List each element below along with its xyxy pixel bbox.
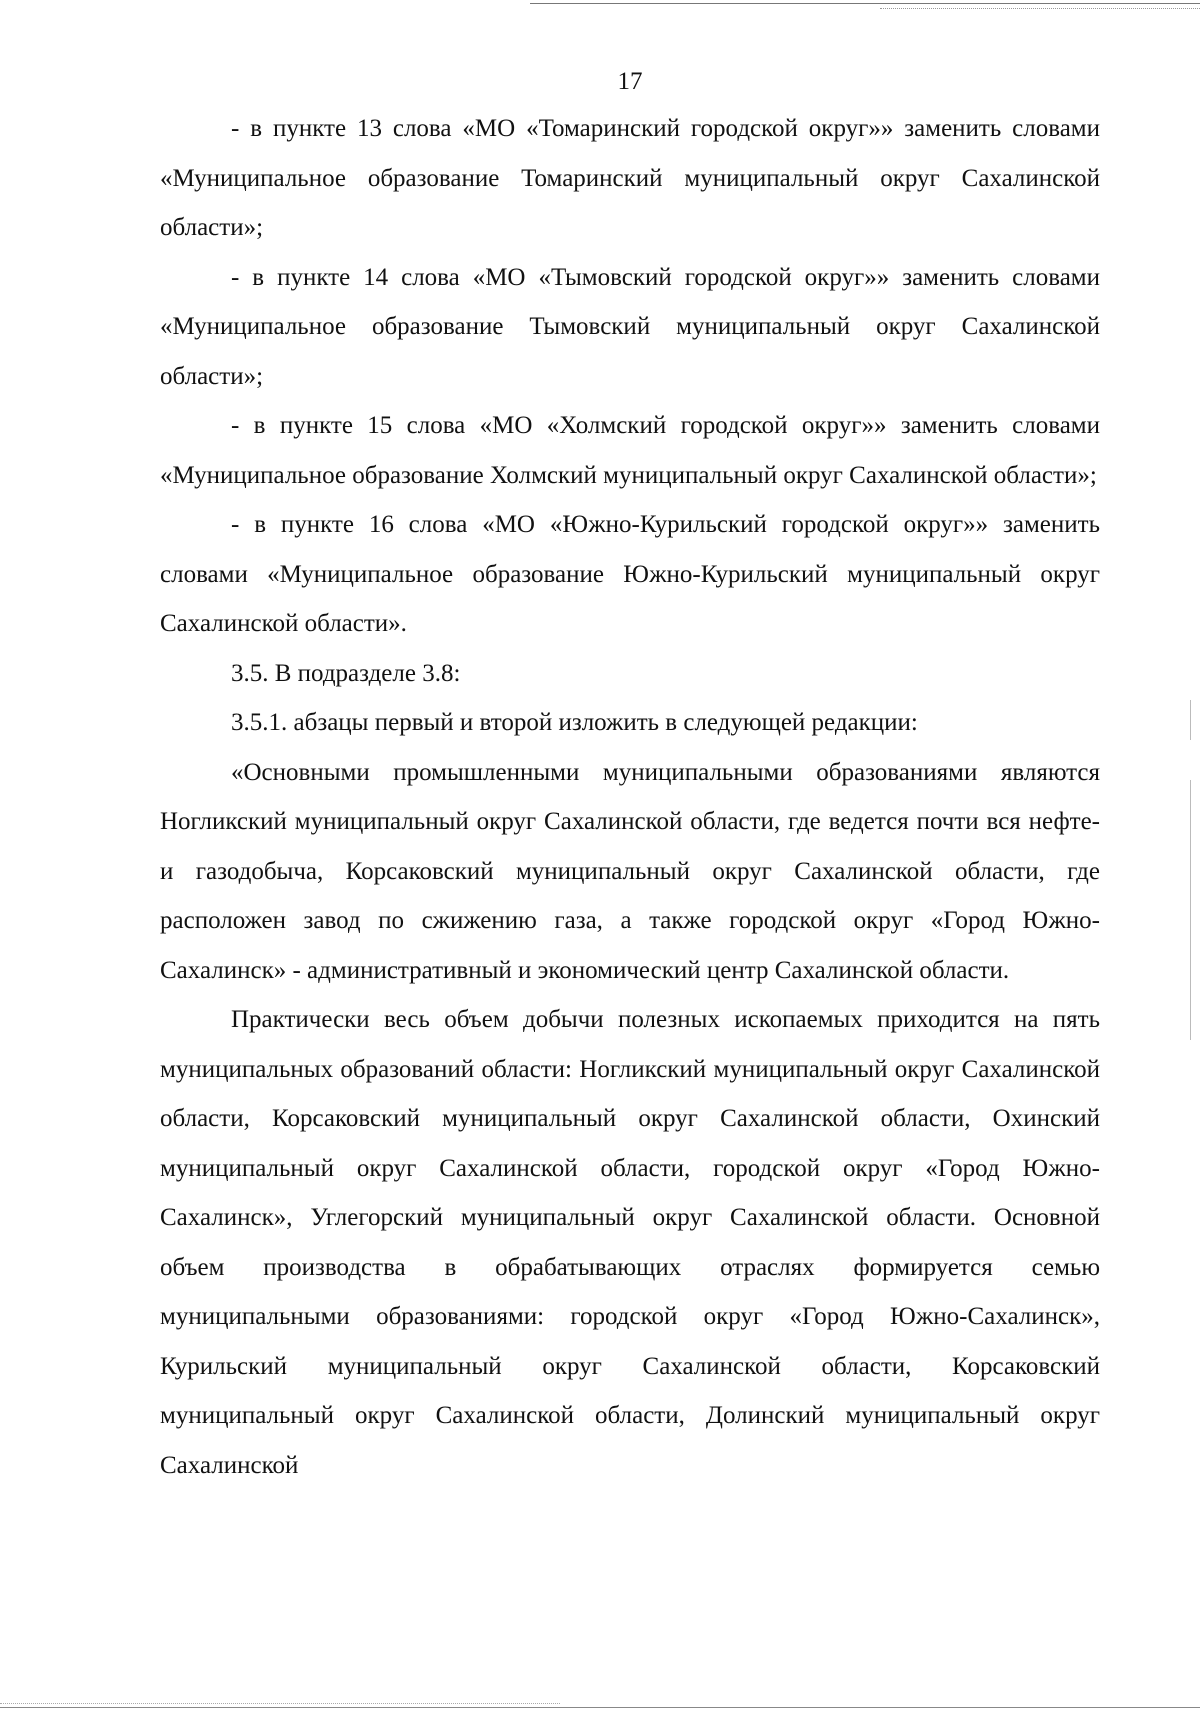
paragraph: - в пункте 16 слова «МО «Южно-Курильский городской округ»» заменить словами «Муниципальное образование Южно-Курильский муниципальный округ Сахалинской области». [160, 511, 1100, 637]
subsection-heading: 3.5.1. абзацы первый и второй изложить в следующей редакции: [231, 709, 918, 736]
scan-bottom-edge-dotted [0, 1703, 560, 1704]
scan-side-mark [1190, 700, 1191, 740]
section-heading: 3.5. В подразделе 3.8: [231, 659, 461, 687]
scan-side-mark [1190, 780, 1191, 1040]
scan-top-edge-dotted [880, 8, 1200, 9]
paragraph: - в пункте 14 слова «МО «Тымовский городской округ»» заменить словами «Муниципальное образование Тымовский муниципальный округ Сахалинской области»; [160, 263, 1100, 390]
paragraph: «Основными промышленными муниципальными образованиями являются Ногликский муниципальный округ Сахалинской области, где ведется почти вся нефте- и газодобыча, Корсаковский муниципальный округ Сахалинской области, где расположен завод по сжижению газа, а также городской округ «Город Южно-Сахалинск» - административный и экономический центр Сахалинской области. [160, 758, 1100, 984]
scan-bottom-edge [0, 1707, 1200, 1708]
paragraph: Практически весь объем добычи полезных ископаемых приходится на пять муниципальных образований области: Ногликский муниципальный округ Сахалинской области, Корсаковский муниципальный округ Сахалинской области, Охинский муниципальный округ Сахалинской области, городской округ «Город Южно-Сахалинск», Углегорский муниципальный округ Сахалинской области. Основной объем производства в обрабатывающих отраслях формируется семью муниципальными образованиями: городской округ «Город Южно-Сахалинск», Курильский муниципальный округ Сахалинской области, Корсаковский муниципальный округ Сахалинской области, Долинский муниципальный округ Сахалинской [160, 1006, 1100, 1479]
document-body [160, 104, 1100, 1490]
paragraph: - в пункте 13 слова «МО «Томаринский городской округ»» заменить словами «Муниципальное образование Томаринский муниципальный округ Сахалинской области»; [160, 115, 1100, 241]
page-number: 17 [617, 68, 643, 95]
paragraph: - в пункте 15 слова «МО «Холмский городской округ»» заменить словами «Муниципальное образование Холмский муниципальный округ Сахалинской области»; [160, 412, 1100, 489]
scan-top-edge [530, 3, 1200, 4]
